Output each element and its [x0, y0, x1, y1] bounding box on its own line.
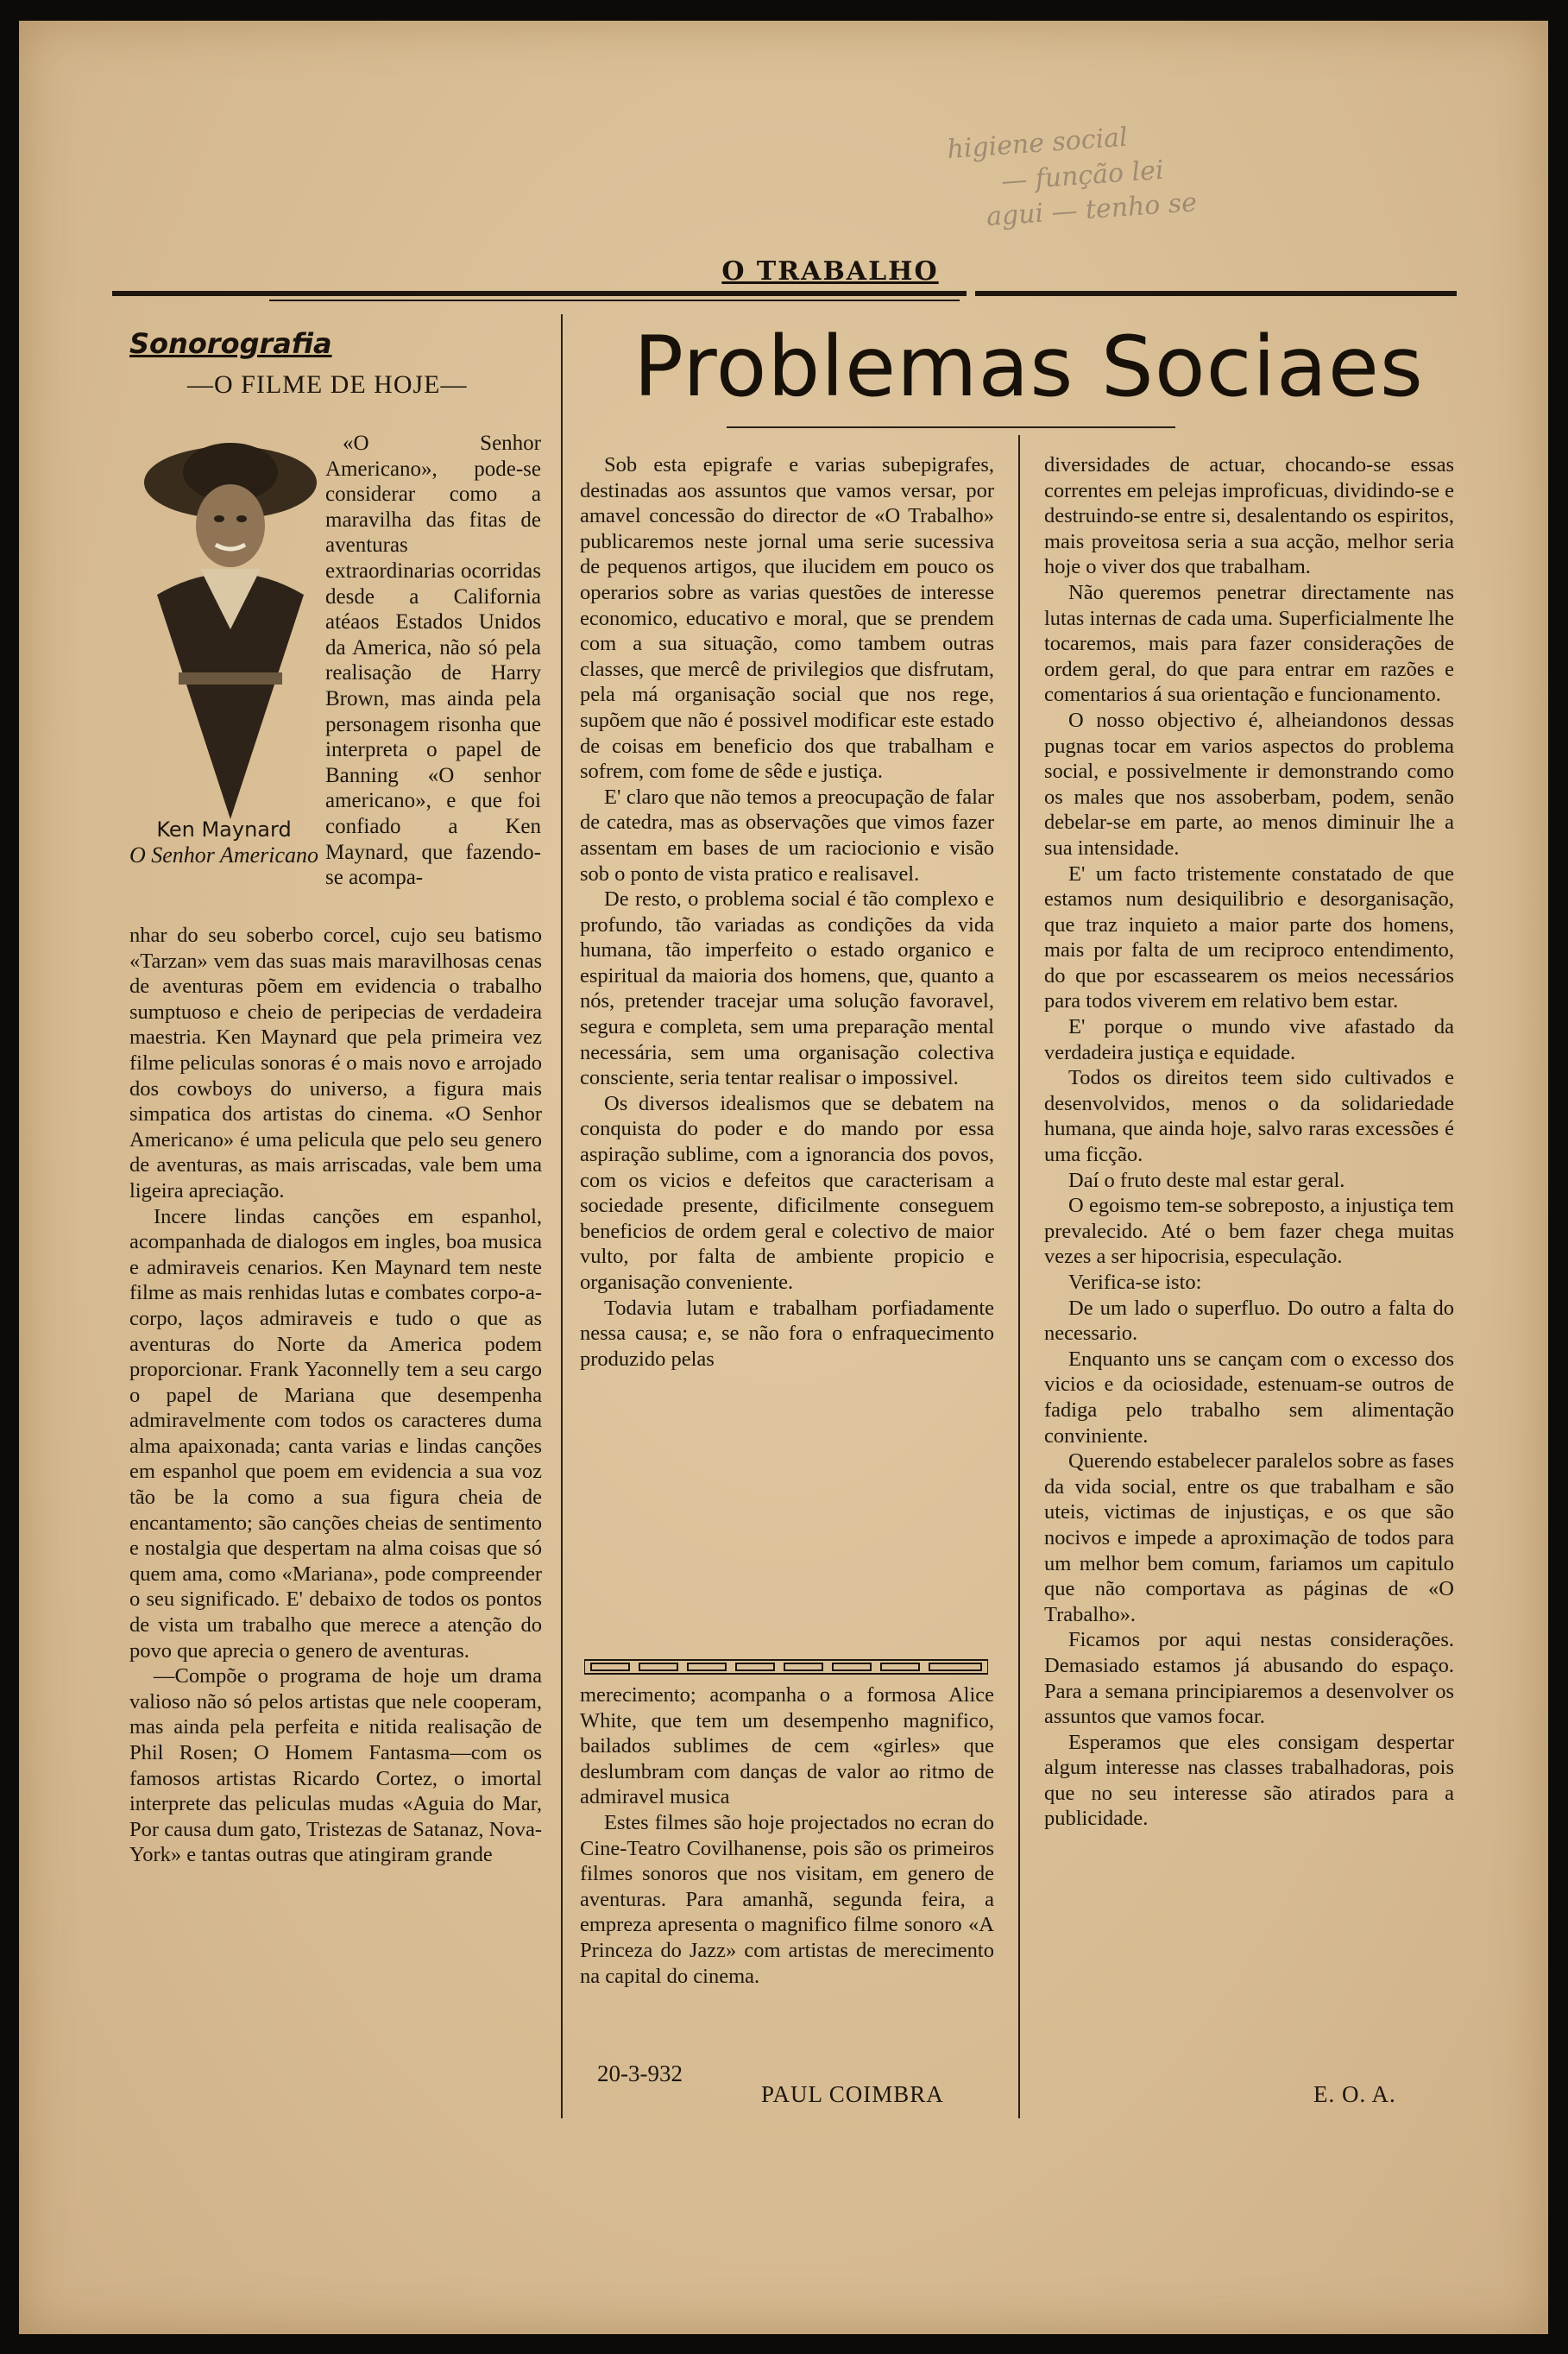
paragraph: merecimento; acompanha o a formosa Alice White, que tem um desempenho magnifico, bailados sublimes de cem «girles» que deslumbram com danças de valor ao ritmo de admiravel musica — [580, 1683, 994, 1809]
header-rule-thin — [269, 300, 960, 301]
paragraph: De um lado o superfluo. Do outro a falta do necessario. — [1044, 1296, 1454, 1346]
article-body-left — [129, 923, 542, 1868]
paragraph: O egoismo tem-se sobreposto, a injustiça tem prevalecido. Até o bem fazer chega muitas vezes a ser hipocrisia, especulação. — [1044, 1194, 1454, 1269]
paragraph: E' claro que não temos a preocupação de falar de catedra, mas as observações que vimos fazer assentam em bases de um raciocionio e visão sob o ponto de vista pratico e realisavel. — [580, 785, 994, 886]
caption-role: O Senhor Americano — [129, 843, 319, 868]
author-signature: PAUL COIMBRA — [761, 2081, 944, 2107]
headline-rule — [727, 426, 1175, 428]
author-initials: E. O. A. — [1313, 2081, 1396, 2107]
paragraph: Todavia lutam e trabalham porfiadamente nessa causa; e, se não fora o enfraquecimento produzido pelas — [580, 1296, 994, 1371]
headline: Problemas Sociaes — [633, 319, 1424, 415]
paragraph: Verifica-se isto: — [1068, 1271, 1202, 1294]
article-date: 20-3-932 — [597, 2061, 683, 2086]
paragraph: —Compõe o programa de hoje um drama valioso não só pelos artistas que nele cooperam, mas ainda pela perfeita e nitida realisação de Phil Rosen; O Homem Fantasma—com os famosos artistas Ricardo Cortez, o imortal interprete das peliculas mudas «Aguia do Mar, Por causa dum gato, Tristezas de Satanaz, Nova-York» e tantas outras que atingiram grande — [129, 1664, 542, 1867]
article-intro: «O Senhor Americano», pode-se considerar como a maravilha das fitas de aventuras extraordinarias ocorridas desde a California atéaos Estados Unidos da America, não só pela realisação de Harry Brown, mas ainda pela personagem risonha que interpreta o papel de Banning «O senhor americano», e que foi confiado a Ken Maynard, que fazendo-se acompa- — [325, 432, 541, 890]
header-rule — [975, 291, 1457, 296]
paragraph: Enquanto uns se cançam com o excesso dos vicios e da ociosidade, estenuam-se outros de fadiga pelo trabalho sem alimentação conviniente. — [1044, 1347, 1454, 1448]
paragraph: O nosso objectivo é, alheiandonos dessas pugnas tocar em varios aspectos do problema social, e possivelmente ir demonstrando como os males que nos assoberbam, podem, senão debelar-se em parte, ao menos diminuir lhe a sua intensidade. — [1044, 708, 1454, 860]
section-subtitle: —O FILME DE HOJE— — [187, 370, 468, 399]
handwritten-note-line: agui — tenho se — [985, 187, 1199, 233]
paragraph: Ficamos por aqui nestas considerações. Demasiado estamos já abusando do espaço. Para a semana principiaremos a desenvolver os assuntos que vamos focar. — [1044, 1628, 1454, 1729]
paragraph: Incere lindas canções em espanhol, acompanhada de dialogos em ingles, boa musica e admiraveis cenarios. Ken Maynard tem neste filme as mais renhidas lutas e combates corpo-a-corpo, laços admiraveis e tudo o que as aventuras do Norte da America podem proporcionar. Frank Yaconnelly tem a seu cargo o papel de Mariana que desempenha admiravelmente com todos os caracteres duma alma apaixonada; canta varias e lindas canções em espanhol que poem em evidencia a sua voz tão be la como a sua figura cheia de encantamento; são canções cheias de sentimento e nostalgia que despertam na alma coisas que só quem ama, como «Mariana», pode compreender o seu significado. E' debaixo de todos os pontos de vista um trabalho que merece a atenção do povo que aprecia o genero de aventuras. — [129, 1204, 542, 1663]
film-article-continued — [580, 1682, 994, 1989]
article-body-middle — [580, 452, 994, 1372]
handwritten-note-line: higiene social — [946, 122, 1129, 166]
newspaper-page — [19, 21, 1548, 2334]
paragraph: Sob esta epigrafe e varias subepigrafes, destinadas aos assuntos que vamos versar, por amavel concessão do director de «O Trabalho» publicaremos neste jornal uma serie sucessiva de pequenos artigos, que ilucidem em pouco os operarios sobre as varias questões de interesse economico, educativo e moral, que se prendem com a sua situação, como tambem outras classes, que mercê de privilegios que disfrutam, pela má organisação social que nos rege, supõem que não é possivel modificar este estado de coisas em beneficio dos que trabalham e sofrem, com fome de sêde e justiça. — [580, 453, 994, 784]
paragraph: Os diversos idealismos que se debatem na conquista do poder e do mando por essa aspiração sublime, com a ignorancia dos povos, com os vicios e defeitos que caracterisam a sociedade presente, dificilmente conseguem beneficios de ordem geral e colectivo de maior vulto, por falta de ambiente propicio e organisação conveniente. — [580, 1091, 994, 1294]
paragraph: Não queremos penetrar directamente nas lutas internas de cada uma. Superficialmente lhe tocaremos, mais para fazer considerações de ordem geral, do que para entrar em razões e comentarios á sua orientação e funcionamento. — [1044, 580, 1454, 707]
column-divider — [561, 314, 563, 2118]
paragraph: E' porque o mundo vive afastado da verdadeira justiça e equidade. — [1044, 1015, 1454, 1064]
caption-name: Ken Maynard — [156, 817, 292, 842]
ornamental-divider — [584, 1658, 988, 1676]
paragraph: E' um facto tristemente constatado de que estamos num desiquilibrio e desorganisação, que traz inquieto a maior parte dos homens, mais por falta de um reciproco entendimento, do que por escassearem os meios necessários para todos viverem em relativo bem estar. — [1044, 861, 1454, 1013]
masthead: O TRABALHO — [721, 256, 939, 287]
paragraph: diversidades de actuar, chocando-se essas correntes em pelejas improficuas, dividindo-se e destruindo-se entre si, desalentando os espiritos, mais proveitosa seria a sua acção, melhor seria hoje o viver dos que trabalham. — [1044, 453, 1454, 579]
paragraph: De resto, o problema social é tão complexo e profundo, tão variadas as condições da vida humana, tão imperfeito o estado organico e espiritual da maioria dos homens, que, quanto a nós, pretender tracejar uma solução favoravel, segura e completa, sem uma preparação mental necessária, sem uma organisação colectiva consciente, seria tentar realisar o impossivel. — [580, 887, 994, 1090]
paragraph: Estes filmes são hoje projectados no ecran do Cine-Teatro Covilhanense, pois são os primeiros filmes sonoros que nos visitam, em genero de aventuras. Para amanhã, segunda feira, a empreza apresenta o magnifico filme sonoro «A Princeza do Jazz» com artistas de merecimento na capital do cinema. — [580, 1810, 994, 1988]
paragraph: Querendo estabelecer paralelos sobre as fases da vida social, entre os que trabalham e são uteis, victimas de injustiças, e os que são nocivos e impede a aproximação de todos para um melhor bem comum, fariamos um capitulo que não comportava as páginas de «O Trabalho». — [1044, 1449, 1454, 1626]
ken-maynard-portrait — [140, 431, 321, 819]
paragraph: nhar do seu soberbo corcel, cujo seu batismo «Tarzan» vem das suas mais maravilhosas cenas de aventuras põem em evidencia o trabalho sumptuoso e cheio de peripecias de verdadeira maestria. Ken Maynard que pela primeira vez filme peliculas sonoras é o mais novo e arrojado dos cowboys do universo, a figura mais simpatica dos artistas do cinema. «O Senhor Americano» é uma pelicula que pelo seu genero de aventuras, as mais arriscadas, vale bem uma ligeira apreciação. — [129, 924, 542, 1202]
handwritten-note-line: — função lei — [1000, 155, 1165, 197]
photo-caption — [127, 817, 321, 868]
paragraph: Todos os direitos teem sido cultivados e desenvolvidos, menos o da solidariedade humana, que ainda hoje, salvo raras excessões é uma ficção. — [1044, 1066, 1454, 1167]
paragraph: Daí o fruto deste mal estar geral. — [1068, 1168, 1345, 1192]
paragraph: Esperamos que eles consigam despertar algum interesse nas classes trabalhadoras, pois que no seu interesse são atirados para a publicidade. — [1044, 1730, 1454, 1831]
section-title: Sonorografia — [129, 327, 332, 360]
header-rule — [112, 291, 967, 296]
article-body-right — [1044, 452, 1454, 1832]
column-divider — [1018, 435, 1020, 2118]
